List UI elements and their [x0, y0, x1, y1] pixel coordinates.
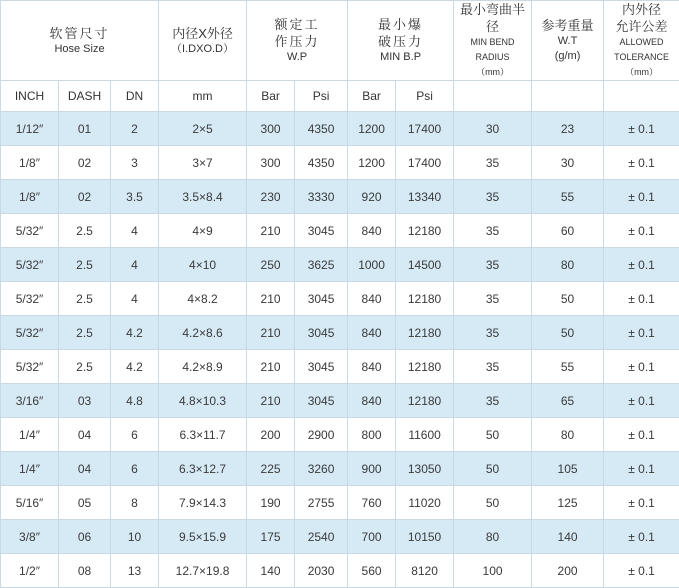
cell-weight: 55 — [532, 180, 604, 214]
cell-bp-bar: 920 — [348, 180, 396, 214]
cell-dn: 3 — [111, 146, 159, 180]
cell-tolerance: ± 0.1 — [604, 146, 679, 180]
cell-bp-bar: 840 — [348, 384, 396, 418]
cell-weight: 60 — [532, 214, 604, 248]
cell-wp-psi: 3260 — [295, 452, 348, 486]
cell-bend-radius: 30 — [454, 112, 532, 146]
cell-mm: 3.5×8.4 — [159, 180, 247, 214]
cell-inch: 3/8″ — [1, 520, 59, 554]
cell-dn: 3.5 — [111, 180, 159, 214]
subheader-tolerance — [604, 81, 679, 112]
cell-mm: 12.7×19.8 — [159, 554, 247, 588]
cell-bend-radius: 35 — [454, 350, 532, 384]
cell-tolerance: ± 0.1 — [604, 486, 679, 520]
cell-bp-bar: 840 — [348, 316, 396, 350]
header-bp-cn2: 破压力 — [348, 33, 453, 50]
cell-tolerance: ± 0.1 — [604, 112, 679, 146]
table-row — [1, 146, 679, 180]
cell-dash: 2.5 — [59, 350, 111, 384]
cell-bp-psi: 10150 — [396, 520, 454, 554]
cell-inch: 5/16″ — [1, 486, 59, 520]
cell-wp-bar: 300 — [247, 112, 295, 146]
cell-dn: 8 — [111, 486, 159, 520]
cell-bend-radius: 80 — [454, 520, 532, 554]
table-row — [1, 180, 679, 214]
cell-weight: 55 — [532, 350, 604, 384]
header-sub-row — [1, 81, 679, 112]
cell-bp-bar: 900 — [348, 452, 396, 486]
header-tolerance-cn: 内外径 — [604, 1, 679, 18]
cell-weight: 50 — [532, 282, 604, 316]
cell-tolerance: ± 0.1 — [604, 520, 679, 554]
cell-wp-bar: 175 — [247, 520, 295, 554]
table-row — [1, 486, 679, 520]
header-hose-size — [1, 1, 159, 81]
table-row — [1, 554, 679, 588]
subheader-wp-bar: Bar — [247, 81, 295, 112]
header-weight-cn: 参考重量 — [532, 17, 603, 34]
cell-tolerance: ± 0.1 — [604, 248, 679, 282]
cell-weight: 23 — [532, 112, 604, 146]
cell-wp-psi: 4350 — [295, 146, 348, 180]
cell-wp-bar: 200 — [247, 418, 295, 452]
header-wp-cn: 额定工 — [247, 16, 347, 33]
subheader-weight — [532, 81, 604, 112]
cell-dn: 4.8 — [111, 384, 159, 418]
header-weight-en: W.T — [532, 34, 603, 49]
cell-inch: 5/32″ — [1, 350, 59, 384]
cell-dn: 13 — [111, 554, 159, 588]
header-hose-size-cn: 软管尺寸 — [1, 25, 158, 42]
header-bend-radius — [454, 1, 532, 81]
table-body — [1, 112, 679, 588]
cell-dash: 04 — [59, 418, 111, 452]
cell-bend-radius: 50 — [454, 452, 532, 486]
header-wp-cn2: 作压力 — [247, 33, 347, 50]
cell-tolerance: ± 0.1 — [604, 452, 679, 486]
cell-inch: 5/32″ — [1, 248, 59, 282]
subheader-bend — [454, 81, 532, 112]
cell-bend-radius: 35 — [454, 384, 532, 418]
cell-weight: 30 — [532, 146, 604, 180]
cell-bp-psi: 11600 — [396, 418, 454, 452]
cell-wp-bar: 210 — [247, 282, 295, 316]
cell-bp-psi: 12180 — [396, 282, 454, 316]
cell-wp-bar: 300 — [247, 146, 295, 180]
cell-bend-radius: 35 — [454, 248, 532, 282]
table-row — [1, 282, 679, 316]
cell-mm: 3×7 — [159, 146, 247, 180]
cell-weight: 65 — [532, 384, 604, 418]
header-bp-cn: 最小爆 — [348, 16, 453, 33]
subheader-wp-psi: Psi — [295, 81, 348, 112]
cell-wp-psi: 2540 — [295, 520, 348, 554]
cell-mm: 4.8×10.3 — [159, 384, 247, 418]
cell-dn: 4 — [111, 282, 159, 316]
cell-wp-bar: 210 — [247, 384, 295, 418]
cell-inch: 5/32″ — [1, 214, 59, 248]
cell-inch: 1/4″ — [1, 418, 59, 452]
cell-tolerance: ± 0.1 — [604, 316, 679, 350]
header-burst-pressure — [348, 1, 454, 81]
cell-weight: 50 — [532, 316, 604, 350]
cell-mm: 4×10 — [159, 248, 247, 282]
subheader-mm: mm — [159, 81, 247, 112]
subheader-inch: INCH — [1, 81, 59, 112]
cell-bend-radius: 35 — [454, 180, 532, 214]
cell-wp-bar: 210 — [247, 316, 295, 350]
cell-bend-radius: 35 — [454, 282, 532, 316]
subheader-bp-psi: Psi — [396, 81, 454, 112]
cell-dash: 04 — [59, 452, 111, 486]
cell-dn: 4 — [111, 248, 159, 282]
cell-dash: 2.5 — [59, 214, 111, 248]
cell-mm: 7.9×14.3 — [159, 486, 247, 520]
cell-inch: 1/12″ — [1, 112, 59, 146]
header-working-pressure — [247, 1, 348, 81]
cell-bp-psi: 12180 — [396, 384, 454, 418]
cell-dn: 4.2 — [111, 350, 159, 384]
cell-bp-psi: 17400 — [396, 112, 454, 146]
table-row — [1, 214, 679, 248]
cell-inch: 1/2″ — [1, 554, 59, 588]
cell-wp-psi: 2030 — [295, 554, 348, 588]
table-row — [1, 316, 679, 350]
cell-bp-bar: 700 — [348, 520, 396, 554]
cell-wp-psi: 2755 — [295, 486, 348, 520]
cell-wp-psi: 3045 — [295, 316, 348, 350]
cell-wp-bar: 140 — [247, 554, 295, 588]
cell-weight: 105 — [532, 452, 604, 486]
cell-bp-psi: 12180 — [396, 350, 454, 384]
cell-inch: 3/16″ — [1, 384, 59, 418]
cell-mm: 9.5×15.9 — [159, 520, 247, 554]
cell-bend-radius: 50 — [454, 418, 532, 452]
header-weight-unit: (g/m) — [532, 49, 603, 64]
cell-bp-psi: 12180 — [396, 214, 454, 248]
cell-dash: 05 — [59, 486, 111, 520]
cell-dash: 2.5 — [59, 282, 111, 316]
cell-bp-psi: 8120 — [396, 554, 454, 588]
cell-wp-bar: 210 — [247, 350, 295, 384]
cell-bp-bar: 560 — [348, 554, 396, 588]
table-row — [1, 350, 679, 384]
cell-weight: 140 — [532, 520, 604, 554]
cell-wp-bar: 250 — [247, 248, 295, 282]
cell-dn: 10 — [111, 520, 159, 554]
cell-wp-bar: 190 — [247, 486, 295, 520]
cell-bp-bar: 1200 — [348, 112, 396, 146]
subheader-dn: DN — [111, 81, 159, 112]
cell-wp-psi: 3045 — [295, 282, 348, 316]
header-wp-en: W.P — [247, 50, 347, 65]
cell-bp-bar: 1000 — [348, 248, 396, 282]
cell-mm: 4.2×8.9 — [159, 350, 247, 384]
cell-bp-bar: 1200 — [348, 146, 396, 180]
cell-dash: 08 — [59, 554, 111, 588]
cell-dn: 6 — [111, 452, 159, 486]
cell-wp-bar: 230 — [247, 180, 295, 214]
subheader-bp-bar: Bar — [348, 81, 396, 112]
header-id-od-cn2: （I.DXO.D） — [159, 42, 246, 57]
cell-dash: 03 — [59, 384, 111, 418]
cell-bp-bar: 840 — [348, 214, 396, 248]
cell-bp-psi: 12180 — [396, 316, 454, 350]
cell-mm: 6.3×12.7 — [159, 452, 247, 486]
cell-wp-psi: 2900 — [295, 418, 348, 452]
cell-mm: 4.2×8.6 — [159, 316, 247, 350]
cell-wp-bar: 225 — [247, 452, 295, 486]
table-row — [1, 248, 679, 282]
cell-bend-radius: 35 — [454, 146, 532, 180]
header-bend-cn: 最小弯曲半径 — [454, 1, 531, 35]
cell-bp-bar: 840 — [348, 350, 396, 384]
cell-tolerance: ± 0.1 — [604, 282, 679, 316]
cell-bp-bar: 840 — [348, 282, 396, 316]
table-row — [1, 452, 679, 486]
cell-inch: 1/8″ — [1, 180, 59, 214]
cell-wp-psi: 3045 — [295, 214, 348, 248]
cell-bp-psi: 13340 — [396, 180, 454, 214]
header-group-row — [1, 1, 679, 81]
header-bp-en: MIN B.P — [348, 50, 453, 65]
cell-dn: 4 — [111, 214, 159, 248]
header-tolerance-en: ALLOWED TOLERANCE — [604, 35, 679, 65]
header-hose-size-en: Hose Size — [1, 42, 158, 57]
cell-bp-psi: 14500 — [396, 248, 454, 282]
cell-dash: 06 — [59, 520, 111, 554]
cell-wp-psi: 3625 — [295, 248, 348, 282]
cell-mm: 4×9 — [159, 214, 247, 248]
table-row — [1, 418, 679, 452]
cell-mm: 4×8.2 — [159, 282, 247, 316]
cell-weight: 80 — [532, 418, 604, 452]
cell-bp-bar: 760 — [348, 486, 396, 520]
cell-dash: 02 — [59, 146, 111, 180]
cell-tolerance: ± 0.1 — [604, 418, 679, 452]
header-id-od — [159, 1, 247, 81]
cell-tolerance: ± 0.1 — [604, 384, 679, 418]
cell-mm: 2×5 — [159, 112, 247, 146]
cell-bend-radius: 50 — [454, 486, 532, 520]
cell-dash: 02 — [59, 180, 111, 214]
cell-dash: 01 — [59, 112, 111, 146]
cell-wp-psi: 3330 — [295, 180, 348, 214]
cell-dn: 4.2 — [111, 316, 159, 350]
header-bend-unit: （mm） — [454, 65, 531, 80]
cell-wp-psi: 3045 — [295, 350, 348, 384]
cell-dash: 2.5 — [59, 248, 111, 282]
cell-weight: 80 — [532, 248, 604, 282]
cell-dn: 2 — [111, 112, 159, 146]
header-tolerance-cn2: 允许公差 — [604, 18, 679, 35]
cell-inch: 1/8″ — [1, 146, 59, 180]
cell-inch: 5/32″ — [1, 282, 59, 316]
cell-bend-radius: 35 — [454, 316, 532, 350]
cell-weight: 200 — [532, 554, 604, 588]
header-bend-en: MIN BEND RADIUS — [454, 35, 531, 65]
cell-dn: 6 — [111, 418, 159, 452]
cell-wp-bar: 210 — [247, 214, 295, 248]
cell-bp-psi: 17400 — [396, 146, 454, 180]
cell-weight: 125 — [532, 486, 604, 520]
cell-wp-psi: 3045 — [295, 384, 348, 418]
header-tolerance-unit: （mm） — [604, 65, 679, 80]
cell-bp-psi: 11020 — [396, 486, 454, 520]
cell-tolerance: ± 0.1 — [604, 214, 679, 248]
cell-wp-psi: 4350 — [295, 112, 348, 146]
subheader-dash: DASH — [59, 81, 111, 112]
cell-bp-psi: 13050 — [396, 452, 454, 486]
table-row — [1, 520, 679, 554]
cell-bend-radius: 35 — [454, 214, 532, 248]
cell-inch: 1/4″ — [1, 452, 59, 486]
header-tolerance — [604, 1, 679, 81]
cell-bp-bar: 800 — [348, 418, 396, 452]
table-row — [1, 384, 679, 418]
cell-mm: 6.3×11.7 — [159, 418, 247, 452]
cell-bend-radius: 100 — [454, 554, 532, 588]
table-row — [1, 112, 679, 146]
cell-dash: 2.5 — [59, 316, 111, 350]
header-weight — [532, 1, 604, 81]
cell-inch: 5/32″ — [1, 316, 59, 350]
header-id-od-cn: 内径X外径 — [159, 25, 246, 42]
cell-tolerance: ± 0.1 — [604, 180, 679, 214]
cell-tolerance: ± 0.1 — [604, 554, 679, 588]
cell-tolerance: ± 0.1 — [604, 350, 679, 384]
